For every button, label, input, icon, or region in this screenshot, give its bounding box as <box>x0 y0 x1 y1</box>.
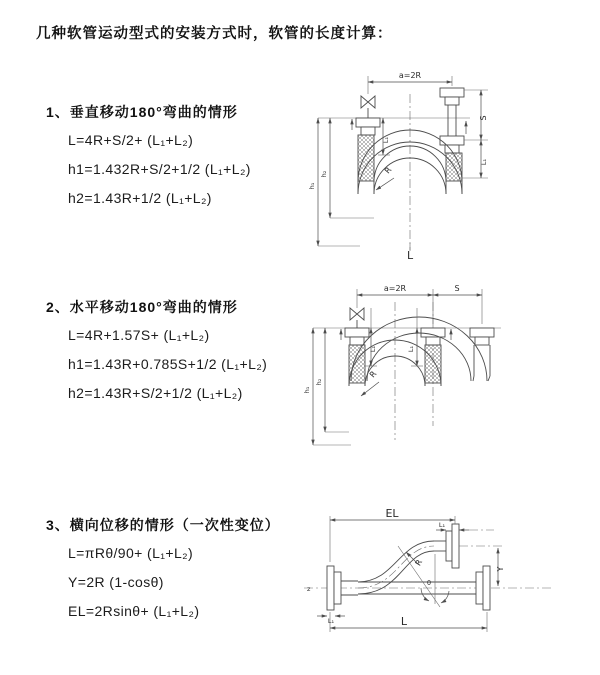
label-radius: R <box>367 369 379 380</box>
label-h2: h₂ <box>320 170 328 178</box>
section-3-heading: 3、横向位移的情形（一次性变位） <box>46 517 280 533</box>
valve-icon <box>361 96 375 118</box>
hose-displaced <box>358 541 434 582</box>
radius-leader <box>361 382 379 396</box>
formula-Y: Y=2R (1-cosθ) <box>68 574 164 590</box>
label-h1: h₁ <box>308 182 316 190</box>
label-span: a=2R <box>383 284 407 293</box>
formula-h1: h1=1.432R+S/2+1/2 (L₁+L₂) <box>68 161 251 177</box>
flange-right-displaced <box>446 531 452 561</box>
section-2 <box>46 299 267 414</box>
flange-displaced <box>470 328 494 337</box>
label-fitting-right: L₁ <box>480 158 488 166</box>
formula-L: L=4R+1.57S+ (L₁+L₂) <box>68 327 210 343</box>
flange <box>356 118 380 127</box>
formula-L: L=πRθ/90+ (L₁+L₂) <box>68 545 194 561</box>
label-EL: EL <box>385 507 399 520</box>
label-radius: R <box>382 165 394 176</box>
label-stroke: S <box>479 115 488 121</box>
diagram-vertical-180-bend <box>308 66 593 261</box>
flange-right-original <box>476 572 483 604</box>
label-fitting-left: L₁ <box>369 345 377 353</box>
label-fitting-left: L₁ <box>327 617 335 625</box>
flange-upper <box>440 88 464 97</box>
formula-h2: h2=1.43R+S/2+1/2 (L₁+L₂) <box>68 385 243 401</box>
label-Y: Y <box>496 566 505 572</box>
flange-lower <box>440 136 464 145</box>
flange <box>421 328 445 337</box>
formula-L: L=4R+S/2+ (L₁+L₂) <box>68 132 194 148</box>
section-1-heading: 1、垂直移动180°弯曲的情形 <box>46 104 238 120</box>
angle-arc-left <box>421 588 429 601</box>
valve-icon <box>350 308 364 328</box>
label-stroke: S <box>454 284 460 293</box>
label-fitting-mid: L₁ <box>407 345 415 353</box>
diagram-lateral-displacement <box>300 508 595 643</box>
diagram-horizontal-180-bend <box>305 278 595 463</box>
label-length: L <box>407 249 414 262</box>
radius-leader <box>376 178 394 190</box>
axis-break-mark: z <box>307 585 311 593</box>
section-3 <box>46 517 280 632</box>
flange <box>345 328 369 337</box>
label-h1: h₁ <box>303 386 311 394</box>
page-title: 几种软管运动型式的安装方式时，软管的长度计算： <box>36 26 393 42</box>
label-fitting-top: L₁ <box>438 521 446 529</box>
formula-h2: h2=1.43R+1/2 (L₁+L₂) <box>68 190 212 206</box>
formula-EL: EL=2Rsinθ+ (L₁+L₂) <box>68 603 200 619</box>
label-angle: θ <box>427 579 431 587</box>
formula-h1: h1=1.43R+0.785S+1/2 (L₁+L₂) <box>68 356 268 372</box>
label-h2: h₂ <box>315 378 323 386</box>
label-fitting-left: L₁ <box>382 136 390 144</box>
angle-arc-right <box>441 591 449 603</box>
hose-braid <box>425 345 441 383</box>
label-span: a=2R <box>398 71 422 80</box>
section-1 <box>46 104 251 219</box>
flange-left <box>327 566 334 610</box>
label-radius: R <box>413 558 425 568</box>
section-2-heading: 2、水平移动180°弯曲的情形 <box>46 299 238 315</box>
hose-braid <box>358 135 374 181</box>
label-L: L <box>400 615 408 628</box>
